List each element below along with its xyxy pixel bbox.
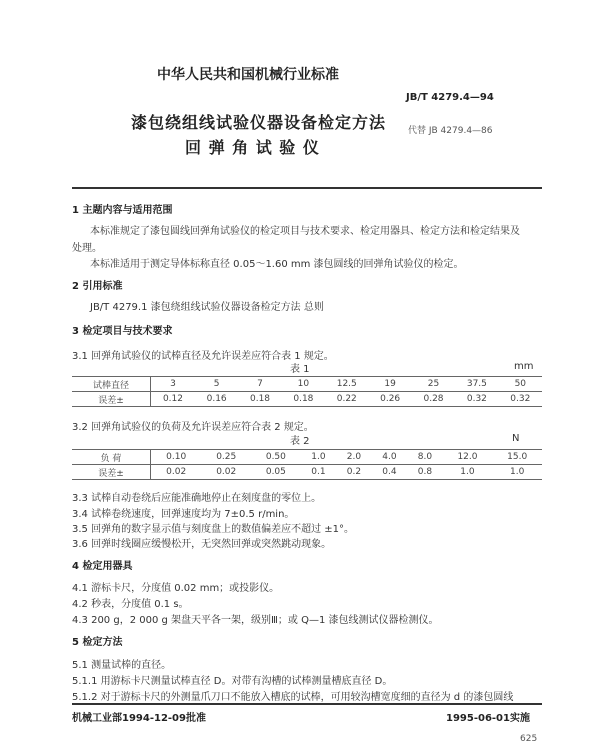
clause-3-3: 3.3 试棒自动卷绕后应能准确地停止在刻度盘的零位上。 xyxy=(72,493,322,504)
table-cell: 1.0 xyxy=(443,465,493,480)
normative-reference: JB/T 4279.1 漆包绕组线试验仪器设备检定方法 总则 xyxy=(90,302,324,313)
section-1-para-2: 本标准适用于测定导体标称直径 0.05～1.60 mm 漆包圆线的回弹角试验仪的检定。 xyxy=(90,259,464,270)
section-1-para-1-cont: 处理。 xyxy=(72,243,102,254)
table-cell: 0.50 xyxy=(251,450,301,465)
section-1-para-1: 本标准规定了漆包圆线回弹角试验仪的检定项目与技术要求、检定用器具、检定方法和检定结果及 xyxy=(90,226,520,237)
page-number: 625 xyxy=(520,734,538,744)
table-cell: 19 xyxy=(368,377,411,392)
table-cell: 15.0 xyxy=(492,450,542,465)
table-cell: 0.02 xyxy=(151,465,202,480)
table-cell: 50 xyxy=(499,377,542,392)
table-cell: 37.5 xyxy=(455,377,498,392)
table-cell: 12.5 xyxy=(325,377,368,392)
table-cell: 0.2 xyxy=(336,465,371,480)
document-title: 漆包绕组线试验仪器设备检定方法 xyxy=(131,113,387,132)
standard-number: JB/T 4279.4—94 xyxy=(406,92,494,103)
table-cell: 25 xyxy=(412,377,455,392)
table-cell-label: 负 荷 xyxy=(72,450,151,465)
table-2-row-error xyxy=(72,465,542,480)
replaces-standard: 代替 JB 4279.4—86 xyxy=(408,126,493,136)
section-2-heading: 2 引用标准 xyxy=(72,281,123,292)
table-cell: 1.0 xyxy=(301,450,336,465)
table-2 xyxy=(72,449,542,480)
standard-category: 中华人民共和国机械行业标准 xyxy=(157,67,339,83)
table-cell: 0.8 xyxy=(407,465,442,480)
table-cell: 2.0 xyxy=(336,450,371,465)
table-cell: 0.32 xyxy=(499,392,542,407)
table-cell: 0.26 xyxy=(368,392,411,407)
table-cell: 0.22 xyxy=(325,392,368,407)
table-2-caption: 表 2 xyxy=(290,436,310,447)
table-cell-label: 误差± xyxy=(72,465,151,480)
section-1-heading: 1 主题内容与适用范围 xyxy=(72,205,173,216)
table-cell: 5 xyxy=(195,377,238,392)
clause-5-1: 5.1 测量试棒的直径。 xyxy=(72,660,172,671)
table-cell: 0.16 xyxy=(195,392,238,407)
table-cell: 0.4 xyxy=(372,465,407,480)
table-cell: 0.32 xyxy=(455,392,498,407)
table-1-row-diameter xyxy=(72,377,542,392)
clause-3-4: 3.4 试棒卷绕速度，回弹速度均为 7±0.5 r/min。 xyxy=(72,509,295,520)
section-5-heading: 5 检定方法 xyxy=(72,637,123,648)
table-2-unit: N xyxy=(512,433,520,444)
section-4-heading: 4 检定用器具 xyxy=(72,561,133,572)
table-cell: 1.0 xyxy=(492,465,542,480)
table-2-row-load xyxy=(72,450,542,465)
table-1-unit: mm xyxy=(514,361,534,372)
table-cell-label: 误差± xyxy=(72,392,151,407)
table-cell: 4.0 xyxy=(372,450,407,465)
table-cell: 8.0 xyxy=(407,450,442,465)
table-cell: 0.10 xyxy=(151,450,202,465)
table-1-row-error xyxy=(72,392,542,407)
table-cell: 7 xyxy=(238,377,281,392)
clause-4-2: 4.2 秒表，分度值 0.1 s。 xyxy=(72,599,189,610)
table-cell: 0.02 xyxy=(201,465,251,480)
section-3-heading: 3 检定项目与技术要求 xyxy=(72,326,173,337)
table-1 xyxy=(72,376,542,407)
footer-divider xyxy=(72,703,542,705)
clause-4-3: 4.3 200 g，2 000 g 架盘天平各一架，级别Ⅲ；或 Q—1 漆包线测试仪器检测仪。 xyxy=(72,615,439,626)
table-cell: 0.25 xyxy=(201,450,251,465)
table-cell: 10 xyxy=(282,377,325,392)
table-cell: 0.18 xyxy=(238,392,281,407)
clause-5-1-1: 5.1.1 用游标卡尺测量试棒直径 D。对带有沟槽的试棒测量槽底直径 D。 xyxy=(72,676,393,687)
clause-3-5: 3.5 回弹角的数字显示值与刻度盘上的数值偏差应不超过 ±1°。 xyxy=(72,524,355,535)
clause-4-1: 4.1 游标卡尺，分度值 0.02 mm；或投影仪。 xyxy=(72,583,280,594)
table-cell: 0.18 xyxy=(282,392,325,407)
table-cell: 0.12 xyxy=(151,392,195,407)
effective-date: 1995-06-01实施 xyxy=(446,713,530,724)
table-cell: 0.28 xyxy=(412,392,455,407)
clause-3-2: 3.2 回弹角试验仪的负荷及允许误差应符合表 2 规定。 xyxy=(72,422,314,433)
clause-3-6: 3.6 回弹时线圈应缓慢松开，无突然回弹或突然跳动现象。 xyxy=(72,539,332,550)
clause-3-1: 3.1 回弹角试验仪的试棒直径及允许误差应符合表 1 规定。 xyxy=(72,351,334,362)
approval-date: 机械工业部1994-12-09批准 xyxy=(72,713,206,724)
table-1-caption: 表 1 xyxy=(290,364,310,375)
table-cell: 12.0 xyxy=(443,450,493,465)
clause-5-1-2: 5.1.2 对于游标卡尺的外测量爪刀口不能放入槽底的试棒，可用较沟槽宽度细的直径为 d 的漆包圆线 xyxy=(72,692,514,703)
table-cell: 0.05 xyxy=(251,465,301,480)
header-divider xyxy=(72,187,542,189)
table-cell: 0.1 xyxy=(301,465,336,480)
table-cell-label: 试棒直径 xyxy=(72,377,151,392)
document-subtitle: 回 弹 角 试 验 仪 xyxy=(185,138,320,157)
table-cell: 3 xyxy=(151,377,195,392)
